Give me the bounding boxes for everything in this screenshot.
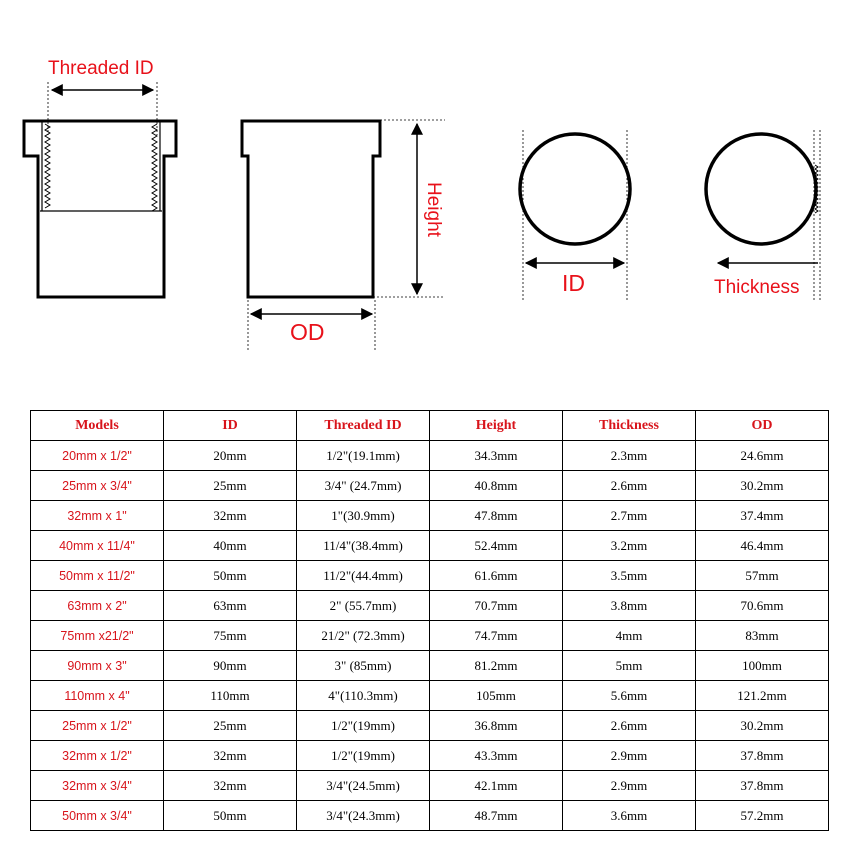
cell-thickness: 2.9mm [563, 741, 696, 771]
cell-od: 37.8mm [696, 741, 829, 771]
table-row [31, 741, 829, 771]
table-row [31, 711, 829, 741]
cell-thickness: 3.6mm [563, 801, 696, 831]
cell-od: 30.2mm [696, 471, 829, 501]
cell-thickness: 2.3mm [563, 441, 696, 471]
cell-id: 32mm [164, 501, 297, 531]
table-row [31, 801, 829, 831]
cell-height: 70.7mm [430, 591, 563, 621]
cell-thickness: 3.2mm [563, 531, 696, 561]
header-id: ID [164, 411, 297, 441]
table-row [31, 621, 829, 651]
cell-od: 24.6mm [696, 441, 829, 471]
cell-height: 52.4mm [430, 531, 563, 561]
header-thickness: Thickness [563, 411, 696, 441]
cell-od: 46.4mm [696, 531, 829, 561]
cell-id: 32mm [164, 771, 297, 801]
cell-od: 57.2mm [696, 801, 829, 831]
fitting-dimension-diagram [0, 0, 850, 370]
table-header-row [31, 411, 829, 441]
cell-threaded-id: 2" (55.7mm) [297, 591, 430, 621]
cell-model: 32mm x 3/4" [31, 771, 164, 801]
threaded-id-label: Threaded ID [48, 58, 154, 79]
cell-model: 32mm x 1/2" [31, 741, 164, 771]
cell-height: 105mm [430, 681, 563, 711]
cell-threaded-id: 1"(30.9mm) [297, 501, 430, 531]
cell-threaded-id: 4"(110.3mm) [297, 681, 430, 711]
cell-threaded-id: 21/2" (72.3mm) [297, 621, 430, 651]
cell-id: 50mm [164, 561, 297, 591]
cell-model: 32mm x 1" [31, 501, 164, 531]
table-row [31, 471, 829, 501]
fitting-spec-table [30, 410, 829, 831]
cell-model: 40mm x 11/4" [31, 531, 164, 561]
table-row [31, 651, 829, 681]
cell-thickness: 4mm [563, 621, 696, 651]
cell-model: 63mm x 2" [31, 591, 164, 621]
table-row [31, 771, 829, 801]
table-row [31, 501, 829, 531]
table-body [31, 441, 829, 831]
cell-thickness: 5mm [563, 651, 696, 681]
threaded-fitting-section [24, 58, 176, 297]
id-ring [520, 134, 630, 244]
cell-threaded-id: 1/2"(19mm) [297, 711, 430, 741]
cell-model: 25mm x 1/2" [31, 711, 164, 741]
cell-od: 100mm [696, 651, 829, 681]
cell-height: 61.6mm [430, 561, 563, 591]
cell-id: 40mm [164, 531, 297, 561]
cell-threaded-id: 11/4"(38.4mm) [297, 531, 430, 561]
cell-thickness: 3.5mm [563, 561, 696, 591]
header-od: OD [696, 411, 829, 441]
cell-id: 110mm [164, 681, 297, 711]
cell-threaded-id: 3" (85mm) [297, 651, 430, 681]
od-label: OD [290, 319, 325, 345]
cell-od: 30.2mm [696, 711, 829, 741]
cell-threaded-id: 3/4" (24.7mm) [297, 471, 430, 501]
cell-od: 121.2mm [696, 681, 829, 711]
cell-height: 40.8mm [430, 471, 563, 501]
id-label: ID [562, 270, 585, 296]
plain-fitting-outline [242, 121, 380, 297]
cell-height: 34.3mm [430, 441, 563, 471]
cell-id: 63mm [164, 591, 297, 621]
cell-height: 43.3mm [430, 741, 563, 771]
ring-thickness-view [706, 130, 820, 300]
thickness-ring [706, 134, 816, 244]
cell-id: 25mm [164, 711, 297, 741]
cell-od: 37.8mm [696, 771, 829, 801]
cell-height: 42.1mm [430, 771, 563, 801]
cell-model: 75mm x21/2" [31, 621, 164, 651]
cell-threaded-id: 1/2"(19.1mm) [297, 441, 430, 471]
cell-thickness: 3.8mm [563, 591, 696, 621]
cell-height: 48.7mm [430, 801, 563, 831]
cell-model: 50mm x 3/4" [31, 801, 164, 831]
cell-height: 74.7mm [430, 621, 563, 651]
cell-model: 20mm x 1/2" [31, 441, 164, 471]
cell-id: 75mm [164, 621, 297, 651]
cell-od: 37.4mm [696, 501, 829, 531]
cell-threaded-id: 3/4"(24.3mm) [297, 801, 430, 831]
cell-thickness: 5.6mm [563, 681, 696, 711]
cell-id: 90mm [164, 651, 297, 681]
plain-fitting-section [242, 120, 445, 352]
cell-id: 32mm [164, 741, 297, 771]
table-row [31, 591, 829, 621]
height-label: Height [423, 182, 444, 237]
right-thread-icon [152, 124, 157, 211]
thickness-label: Thickness [714, 277, 800, 298]
cell-thickness: 2.6mm [563, 471, 696, 501]
ring-id-view [520, 130, 630, 300]
cell-id: 50mm [164, 801, 297, 831]
cell-thickness: 2.7mm [563, 501, 696, 531]
cell-height: 47.8mm [430, 501, 563, 531]
cell-od: 70.6mm [696, 591, 829, 621]
cell-od: 57mm [696, 561, 829, 591]
cell-thickness: 2.9mm [563, 771, 696, 801]
cell-model: 110mm x 4" [31, 681, 164, 711]
cell-height: 36.8mm [430, 711, 563, 741]
table-row [31, 441, 829, 471]
cell-id: 20mm [164, 441, 297, 471]
cell-threaded-id: 3/4"(24.5mm) [297, 771, 430, 801]
header-threaded-id: Threaded ID [297, 411, 430, 441]
cell-od: 83mm [696, 621, 829, 651]
left-thread-icon [45, 124, 50, 208]
cell-model: 25mm x 3/4" [31, 471, 164, 501]
cell-height: 81.2mm [430, 651, 563, 681]
cell-thickness: 2.6mm [563, 711, 696, 741]
table-row [31, 561, 829, 591]
header-height: Height [430, 411, 563, 441]
cell-model: 90mm x 3" [31, 651, 164, 681]
header-models: Models [31, 411, 164, 441]
table-row [31, 681, 829, 711]
cell-threaded-id: 11/2"(44.4mm) [297, 561, 430, 591]
cell-model: 50mm x 11/2" [31, 561, 164, 591]
table-row [31, 531, 829, 561]
cell-threaded-id: 1/2"(19mm) [297, 741, 430, 771]
cell-id: 25mm [164, 471, 297, 501]
